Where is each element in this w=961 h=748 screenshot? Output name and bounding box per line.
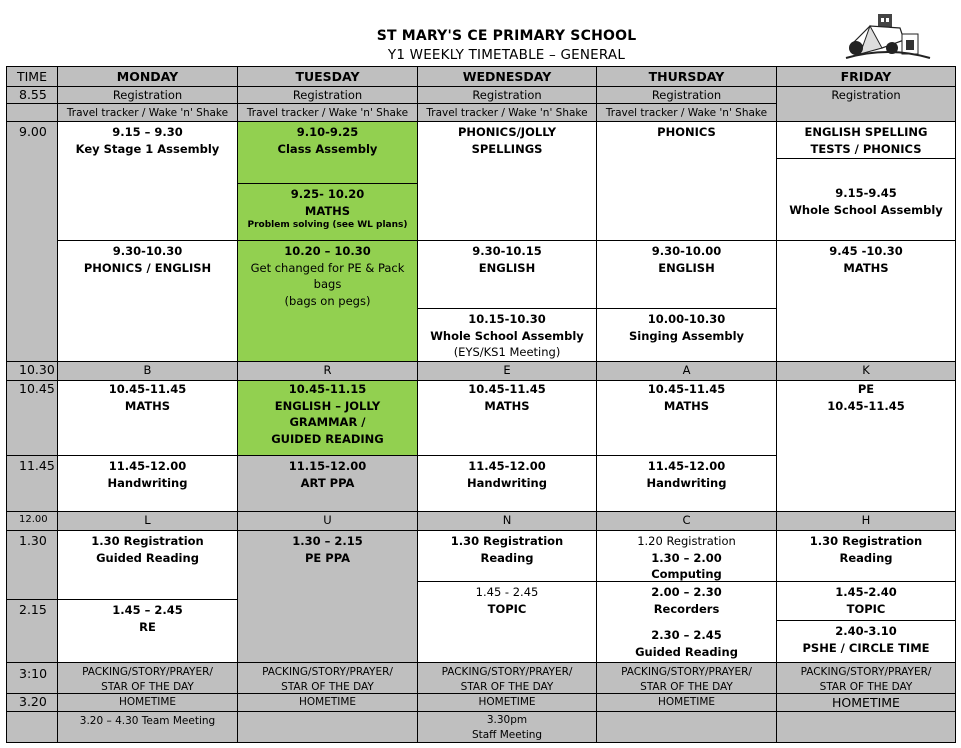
break-letter-friday: K	[776, 361, 956, 381]
lesson-monday-handwriting: 11.45-12.00 Handwriting	[57, 455, 238, 512]
after-school-friday	[776, 711, 956, 743]
after-school-monday: 3.20 – 4.30 Team Meeting	[57, 711, 238, 743]
registration-friday: Registration	[776, 86, 956, 122]
lesson-tuesday-get-changed: 10.20 – 10.30 Get changed for PE & Pack bags (bags on pegs)	[237, 240, 418, 362]
registration-thursday: Registration	[596, 86, 777, 104]
lunch-letter-friday: H	[776, 511, 956, 531]
school-building-logo-icon	[842, 10, 934, 64]
packing-friday: PACKING/STORY/PRAYER/ STAR OF THE DAY	[776, 662, 956, 694]
packing-tuesday: PACKING/STORY/PRAYER/ STAR OF THE DAY	[237, 662, 418, 694]
lesson-tuesday-pe-ppa: 1.30 – 2.15 PE PPA	[237, 530, 418, 663]
time-slot-1030: 10.30	[6, 361, 58, 381]
lesson-tuesday-art-ppa: 11.15-12.00 ART PPA	[237, 455, 418, 512]
time-slot-215: 2.15	[6, 599, 58, 663]
packing-thursday: PACKING/STORY/PRAYER/ STAR OF THE DAY	[596, 662, 777, 694]
time-slot-blank	[6, 103, 58, 122]
break-letter-wednesday: E	[417, 361, 597, 381]
lesson-monday-maths: 10.45-11.45 MATHS	[57, 380, 238, 456]
lesson-monday-re: 1.45 – 2.45 RE	[57, 599, 238, 663]
time-slot-320: 3.20	[6, 693, 58, 712]
hometime-friday: HOMETIME	[776, 693, 956, 712]
lesson-thursday-handwriting: 11.45-12.00 Handwriting	[596, 455, 777, 512]
break-letter-monday: B	[57, 361, 238, 381]
lunch-letter-thursday: C	[596, 511, 777, 531]
lesson-tuesday-english-grammar: 10.45-11.15 ENGLISH – JOLLY GRAMMAR / GUIDED READING	[237, 380, 418, 456]
hometime-thursday: HOMETIME	[596, 693, 777, 712]
hometime-tuesday: HOMETIME	[237, 693, 418, 712]
lesson-thursday-singing-assembly: 10.00-10.30 Singing Assembly	[596, 308, 777, 362]
time-slot-310: 3:10	[6, 662, 58, 694]
lesson-tuesday-maths: 9.25- 10.20 MATHS Problem solving (see WL plans)	[237, 183, 418, 241]
lesson-tuesday-class-assembly: 9.10-9.25 Class Assembly	[237, 121, 418, 184]
lesson-wednesday-handwriting: 11.45-12.00 Handwriting	[417, 455, 597, 512]
packing-wednesday: PACKING/STORY/PRAYER/ STAR OF THE DAY	[417, 662, 597, 694]
lunch-letter-tuesday: U	[237, 511, 418, 531]
lesson-monday-guided-reading: 1.30 Registration Guided Reading	[57, 530, 238, 600]
lesson-wednesday-phonics: PHONICS/JOLLY SPELLINGS	[417, 121, 597, 241]
lesson-friday-topic: 1.45-2.40 TOPIC	[776, 581, 956, 621]
lesson-friday-pe: PE 10.45-11.45	[776, 380, 956, 512]
travel-tracker-monday: Travel tracker / Wake 'n' Shake	[57, 103, 238, 122]
time-slot-after	[6, 711, 58, 743]
after-school-thursday	[596, 711, 777, 743]
registration-wednesday: Registration	[417, 86, 597, 104]
column-header-monday: MONDAY	[57, 66, 238, 87]
column-header-friday: FRIDAY	[776, 66, 956, 87]
registration-monday: Registration	[57, 86, 238, 104]
lesson-friday-assembly: 9.15-9.45 Whole School Assembly	[776, 158, 956, 241]
break-letter-thursday: A	[596, 361, 777, 381]
lesson-friday-spelling: ENGLISH SPELLING TESTS / PHONICS	[776, 121, 956, 159]
lesson-thursday-english: 9.30-10.00 ENGLISH	[596, 240, 777, 309]
time-slot-1200: 12.00	[6, 511, 58, 531]
timetable-subtitle: Y1 WEEKLY TIMETABLE – GENERAL	[387, 47, 626, 63]
lesson-friday-maths: 9.45 -10.30 MATHS	[776, 240, 956, 362]
lesson-thursday-maths: 10.45-11.45 MATHS	[596, 380, 777, 456]
time-slot-855: 8.55	[6, 86, 58, 104]
break-letter-tuesday: R	[237, 361, 418, 381]
column-header-wednesday: WEDNESDAY	[417, 66, 597, 87]
lesson-wednesday-maths: 10.45-11.45 MATHS	[417, 380, 597, 456]
lesson-monday-assembly: 9.15 – 9.30 Key Stage 1 Assembly	[57, 121, 238, 241]
lesson-friday-reading: 1.30 Registration Reading	[776, 530, 956, 582]
lesson-thursday-phonics: PHONICS	[596, 121, 777, 241]
time-slot-1045: 10.45	[6, 380, 58, 456]
lesson-thursday-recorders: 2.00 – 2.30 Recorders 2.30 – 2.45 Guided Reading	[596, 581, 777, 663]
lunch-letter-wednesday: N	[417, 511, 597, 531]
lesson-wednesday-topic: 1.45 - 2.45 TOPIC	[417, 581, 597, 663]
time-slot-130: 1.30	[6, 530, 58, 600]
school-name: ST MARY'S CE PRIMARY SCHOOL	[376, 28, 637, 44]
lunch-letter-monday: L	[57, 511, 238, 531]
column-header-tuesday: TUESDAY	[237, 66, 418, 87]
travel-tracker-thursday: Travel tracker / Wake 'n' Shake	[596, 103, 777, 122]
column-header-thursday: THURSDAY	[596, 66, 777, 87]
hometime-wednesday: HOMETIME	[417, 693, 597, 712]
after-school-tuesday	[237, 711, 418, 743]
travel-tracker-wednesday: Travel tracker / Wake 'n' Shake	[417, 103, 597, 122]
lesson-thursday-computing: 1.20 Registration 1.30 – 2.00 Computing	[596, 530, 777, 582]
time-slot-1145: 11.45	[6, 455, 58, 512]
travel-tracker-tuesday: Travel tracker / Wake 'n' Shake	[237, 103, 418, 122]
column-header-time: TIME	[6, 66, 58, 87]
lesson-monday-phonics: 9.30-10.30 PHONICS / ENGLISH	[57, 240, 238, 362]
lesson-wednesday-english: 9.30-10.15 ENGLISH	[417, 240, 597, 309]
after-school-wednesday: 3.30pm Staff Meeting	[417, 711, 597, 743]
lesson-friday-pshe: 2.40-3.10 PSHE / CIRCLE TIME	[776, 620, 956, 663]
packing-monday: PACKING/STORY/PRAYER/ STAR OF THE DAY	[57, 662, 238, 694]
time-slot-900: 9.00	[6, 121, 58, 362]
lesson-wednesday-reading: 1.30 Registration Reading	[417, 530, 597, 582]
hometime-monday: HOMETIME	[57, 693, 238, 712]
registration-tuesday: Registration	[237, 86, 418, 104]
lesson-wednesday-assembly: 10.15-10.30 Whole School Assembly (EYS/KS1 Meeting)	[417, 308, 597, 362]
